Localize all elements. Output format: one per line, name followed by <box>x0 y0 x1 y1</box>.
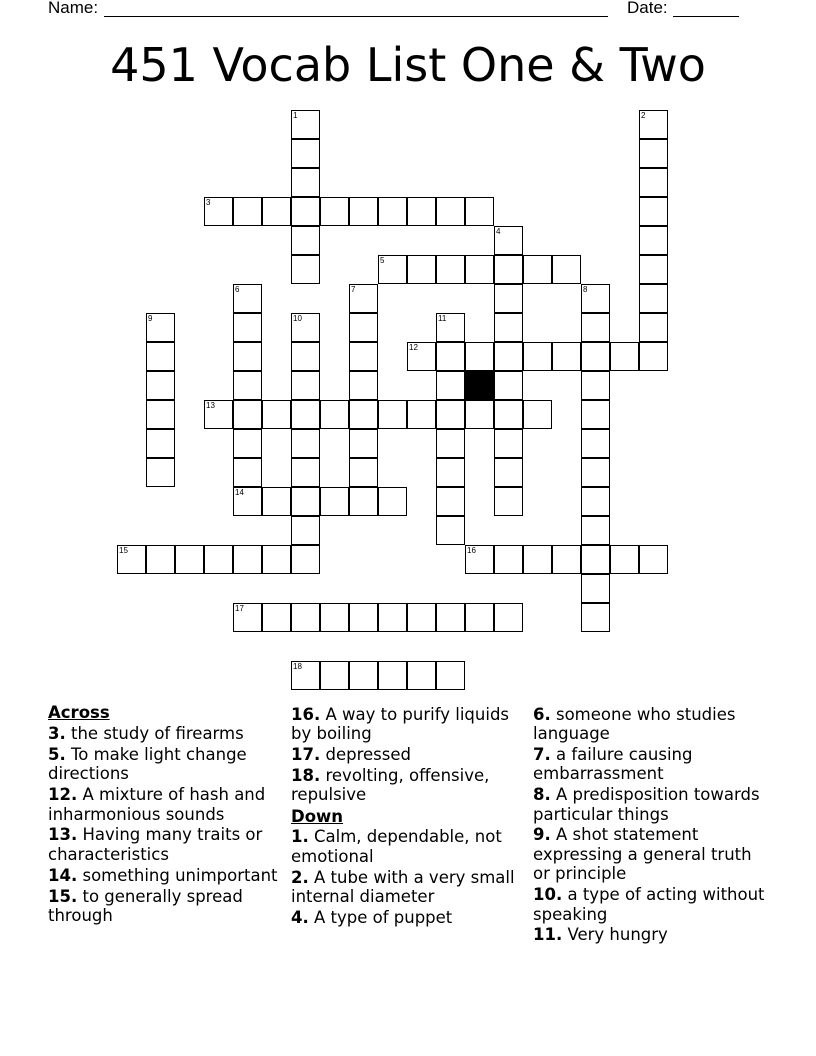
clue-number: 7 <box>351 285 356 294</box>
grid-cell[interactable] <box>494 400 523 429</box>
clues-column-1 <box>48 703 284 925</box>
grid-cell[interactable] <box>349 487 378 516</box>
clue-text: to generally spread through <box>48 886 243 926</box>
grid-cell[interactable] <box>175 545 204 574</box>
grid-cell[interactable] <box>494 342 523 371</box>
grid-cell[interactable] <box>436 429 465 458</box>
grid-cell[interactable] <box>407 342 436 371</box>
grid-cell[interactable] <box>204 197 233 226</box>
grid-cell[interactable] <box>146 545 175 574</box>
grid-cell[interactable] <box>349 429 378 458</box>
grid-cell[interactable] <box>349 661 378 690</box>
grid-cell[interactable] <box>639 255 668 284</box>
grid-cell[interactable] <box>407 400 436 429</box>
grid-cell[interactable] <box>378 400 407 429</box>
grid-cell[interactable] <box>581 487 610 516</box>
clue-item <box>48 785 284 824</box>
clue-number: 14 <box>235 488 244 497</box>
grid-cell[interactable] <box>436 458 465 487</box>
clue-text: To make light change directions <box>48 744 247 784</box>
clue-number: 11 <box>438 314 447 323</box>
clue-item <box>533 785 773 824</box>
grid-cell[interactable] <box>233 197 262 226</box>
grid-cell[interactable] <box>581 313 610 342</box>
clue-number: 10 <box>293 314 302 323</box>
grid-cell[interactable] <box>436 487 465 516</box>
grid-cell[interactable] <box>262 487 291 516</box>
grid-cell[interactable] <box>291 110 320 139</box>
clue-item <box>533 825 773 883</box>
grid-cell[interactable] <box>465 400 494 429</box>
clue-number-label: 16. <box>291 704 321 724</box>
clue-text: A way to purify liquids by boiling <box>291 704 510 743</box>
clue-text: revolting, offensive, repulsive <box>291 765 490 805</box>
grid-cell[interactable] <box>320 603 349 632</box>
clue-number: 5 <box>380 256 385 265</box>
grid-cell[interactable] <box>494 255 523 284</box>
grid-cell[interactable] <box>291 487 320 516</box>
grid-cell[interactable] <box>146 371 175 400</box>
grid-cell[interactable] <box>436 371 465 400</box>
grid-cell[interactable] <box>262 400 291 429</box>
clue-number-label: 6. <box>533 704 551 724</box>
grid-cell[interactable] <box>320 661 349 690</box>
clue-item <box>291 766 527 805</box>
grid-cell[interactable] <box>291 429 320 458</box>
across-heading: Across <box>48 703 110 722</box>
clue-item <box>291 827 527 866</box>
grid-cell[interactable] <box>291 139 320 168</box>
clue-item <box>48 745 284 784</box>
grid-cell[interactable] <box>349 458 378 487</box>
grid-cell[interactable] <box>436 603 465 632</box>
down-heading: Down <box>291 806 344 826</box>
clue-number: 4 <box>496 227 501 236</box>
grid-cell[interactable] <box>494 313 523 342</box>
grid-cell[interactable] <box>349 197 378 226</box>
grid-cell[interactable] <box>233 487 262 516</box>
grid-cell[interactable] <box>639 284 668 313</box>
clue-item <box>533 705 773 744</box>
grid-cell[interactable] <box>494 545 523 574</box>
clue-text: A mixture of hash and inharmonious sounds <box>48 785 266 824</box>
grid-cell[interactable] <box>349 400 378 429</box>
grid-cell[interactable] <box>639 110 668 139</box>
grid-cell[interactable] <box>523 255 552 284</box>
clue-item <box>291 868 527 907</box>
grid-cell[interactable] <box>494 603 523 632</box>
grid-cell[interactable] <box>291 255 320 284</box>
grid-cell[interactable] <box>494 371 523 400</box>
grid-cell[interactable] <box>552 545 581 574</box>
grid-cell[interactable] <box>494 458 523 487</box>
clue-text: Very hungry <box>562 925 668 945</box>
grid-cell[interactable] <box>349 342 378 371</box>
grid-cell[interactable] <box>233 284 262 313</box>
grid-cell[interactable] <box>233 545 262 574</box>
grid-cell[interactable] <box>581 574 610 603</box>
clue-item <box>48 887 284 926</box>
clue-item <box>48 825 284 864</box>
grid-cell[interactable] <box>639 313 668 342</box>
date-label: Date: <box>627 0 668 17</box>
grid-cell[interactable] <box>523 545 552 574</box>
grid-cell[interactable] <box>407 197 436 226</box>
clue-text: A tube with a very small internal diameter <box>291 867 515 907</box>
grid-cell[interactable] <box>407 661 436 690</box>
clue-number-label: 13. <box>48 825 78 845</box>
grid-cell[interactable] <box>320 400 349 429</box>
clue-number-label: 15. <box>48 886 78 906</box>
grid-cell[interactable] <box>581 371 610 400</box>
clue-number-label: 7. <box>533 744 551 764</box>
grid-cell[interactable] <box>291 603 320 632</box>
grid-cell[interactable] <box>581 458 610 487</box>
clue-number-label: 9. <box>533 825 551 845</box>
grid-cell[interactable] <box>436 313 465 342</box>
clue-number: 9 <box>148 314 153 323</box>
clue-number-label: 8. <box>533 785 551 805</box>
grid-cell[interactable] <box>494 226 523 255</box>
clue-number: 13 <box>206 401 215 410</box>
grid-cell[interactable] <box>146 458 175 487</box>
grid-cell[interactable] <box>465 197 494 226</box>
grid-cell[interactable] <box>291 661 320 690</box>
clue-number-label: 4. <box>291 908 309 928</box>
clue-text: a failure causing embarrassment <box>533 744 693 784</box>
clue-item <box>533 925 773 944</box>
clue-text: the study of firearms <box>65 723 244 743</box>
clue-number: 8 <box>583 285 588 294</box>
clue-text: Calm, dependable, not emotional <box>291 827 502 866</box>
grid-cell[interactable] <box>262 197 291 226</box>
grid-cell[interactable] <box>639 545 668 574</box>
grid-cell[interactable] <box>291 545 320 574</box>
grid-cell[interactable] <box>291 400 320 429</box>
grid-cell[interactable] <box>146 400 175 429</box>
grid-cell[interactable] <box>117 545 146 574</box>
clue-item <box>533 745 773 784</box>
grid-cell[interactable] <box>291 313 320 342</box>
grid-cell[interactable] <box>233 400 262 429</box>
grid-cell[interactable] <box>639 168 668 197</box>
clue-item <box>291 705 527 744</box>
clue-number: 16 <box>467 546 476 555</box>
grid-cell[interactable] <box>146 342 175 371</box>
black-square <box>465 371 494 400</box>
grid-cell[interactable] <box>581 284 610 313</box>
grid-cell[interactable] <box>639 197 668 226</box>
grid-cell[interactable] <box>465 255 494 284</box>
grid-cell[interactable] <box>320 197 349 226</box>
grid-cell[interactable] <box>523 342 552 371</box>
grid-cell[interactable] <box>233 603 262 632</box>
grid-cell[interactable] <box>378 603 407 632</box>
clue-number-label: 17. <box>291 744 321 764</box>
grid-cell[interactable] <box>233 342 262 371</box>
grid-cell[interactable] <box>291 226 320 255</box>
clue-number: 15 <box>119 546 128 555</box>
clue-number-label: 2. <box>291 867 309 887</box>
clues-column-3 <box>533 703 773 945</box>
grid-cell[interactable] <box>639 342 668 371</box>
grid-cell[interactable] <box>349 371 378 400</box>
grid-cell[interactable] <box>465 342 494 371</box>
grid-cell[interactable] <box>465 603 494 632</box>
clue-text: A predisposition towards particular things <box>533 785 760 824</box>
grid-cell[interactable] <box>146 429 175 458</box>
grid-cell[interactable] <box>291 168 320 197</box>
grid-cell[interactable] <box>146 313 175 342</box>
grid-cell[interactable] <box>378 255 407 284</box>
grid-cell[interactable] <box>349 284 378 313</box>
grid-cell[interactable] <box>494 429 523 458</box>
clue-item <box>533 885 773 924</box>
grid-cell[interactable] <box>349 603 378 632</box>
grid-cell[interactable] <box>204 545 233 574</box>
grid-cell[interactable] <box>639 226 668 255</box>
grid-cell[interactable] <box>494 284 523 313</box>
grid-cell[interactable] <box>291 516 320 545</box>
clue-number: 17 <box>235 604 244 613</box>
grid-cell[interactable] <box>233 371 262 400</box>
clue-text: a type of acting without speaking <box>533 885 765 924</box>
grid-cell[interactable] <box>581 342 610 371</box>
clue-number-label: 14. <box>48 865 78 885</box>
page-title: 451 Vocab List One & Two <box>110 38 706 92</box>
grid-cell[interactable] <box>436 342 465 371</box>
clue-number: 2 <box>641 111 646 120</box>
clue-number: 18 <box>293 662 302 671</box>
clue-number-label: 11. <box>533 925 563 945</box>
grid-cell[interactable] <box>552 342 581 371</box>
grid-cell[interactable] <box>523 400 552 429</box>
grid-cell[interactable] <box>436 661 465 690</box>
grid-cell[interactable] <box>436 516 465 545</box>
clue-number-label: 5. <box>48 744 66 764</box>
clue-number-label: 18. <box>291 765 321 785</box>
grid-cell[interactable] <box>610 545 639 574</box>
clue-number-label: 10. <box>533 885 563 905</box>
grid-cell[interactable] <box>233 313 262 342</box>
clue-text: depressed <box>320 744 411 764</box>
clue-text: A shot statement expressing a general truth or principle <box>533 825 752 884</box>
clue-number: 12 <box>409 343 418 352</box>
grid-cell[interactable] <box>407 255 436 284</box>
grid-cell[interactable] <box>552 255 581 284</box>
clues-column-2 <box>291 703 527 927</box>
grid-cell[interactable] <box>581 545 610 574</box>
grid-cell[interactable] <box>581 516 610 545</box>
clue-item <box>48 724 284 743</box>
grid-cell[interactable] <box>436 197 465 226</box>
grid-cell[interactable] <box>581 400 610 429</box>
clue-text: Having many traits or characteristics <box>48 825 263 864</box>
grid-cell[interactable] <box>610 342 639 371</box>
grid-cell[interactable] <box>436 400 465 429</box>
clue-item <box>291 908 527 927</box>
clue-text: something unimportant <box>77 865 278 885</box>
grid-cell[interactable] <box>204 400 233 429</box>
grid-cell[interactable] <box>349 313 378 342</box>
grid-cell[interactable] <box>436 255 465 284</box>
grid-cell[interactable] <box>581 429 610 458</box>
grid-cell[interactable] <box>320 487 349 516</box>
clue-text: someone who studies language <box>533 704 736 743</box>
grid-cell[interactable] <box>378 487 407 516</box>
name-label: Name: <box>48 0 99 17</box>
clue-number: 3 <box>206 198 211 207</box>
clue-number: 1 <box>293 111 298 120</box>
grid-cell[interactable] <box>378 197 407 226</box>
grid-cell[interactable] <box>291 371 320 400</box>
grid-cell[interactable] <box>291 458 320 487</box>
grid-cell[interactable] <box>233 429 262 458</box>
grid-cell[interactable] <box>262 545 291 574</box>
grid-cell[interactable] <box>494 487 523 516</box>
grid-cell[interactable] <box>378 661 407 690</box>
grid-cell[interactable] <box>262 603 291 632</box>
clue-item <box>291 745 527 764</box>
clue-text: A type of puppet <box>308 908 453 928</box>
grid-cell[interactable] <box>233 458 262 487</box>
grid-cell[interactable] <box>291 342 320 371</box>
grid-cell[interactable] <box>291 197 320 226</box>
grid-cell[interactable] <box>581 603 610 632</box>
grid-cell[interactable] <box>407 603 436 632</box>
clue-number-label: 3. <box>48 723 66 743</box>
grid-cell[interactable] <box>465 545 494 574</box>
clue-number-label: 12. <box>48 785 78 805</box>
clue-item <box>48 866 284 885</box>
grid-cell[interactable] <box>639 139 668 168</box>
clue-number-label: 1. <box>291 827 309 847</box>
clue-number: 6 <box>235 285 240 294</box>
